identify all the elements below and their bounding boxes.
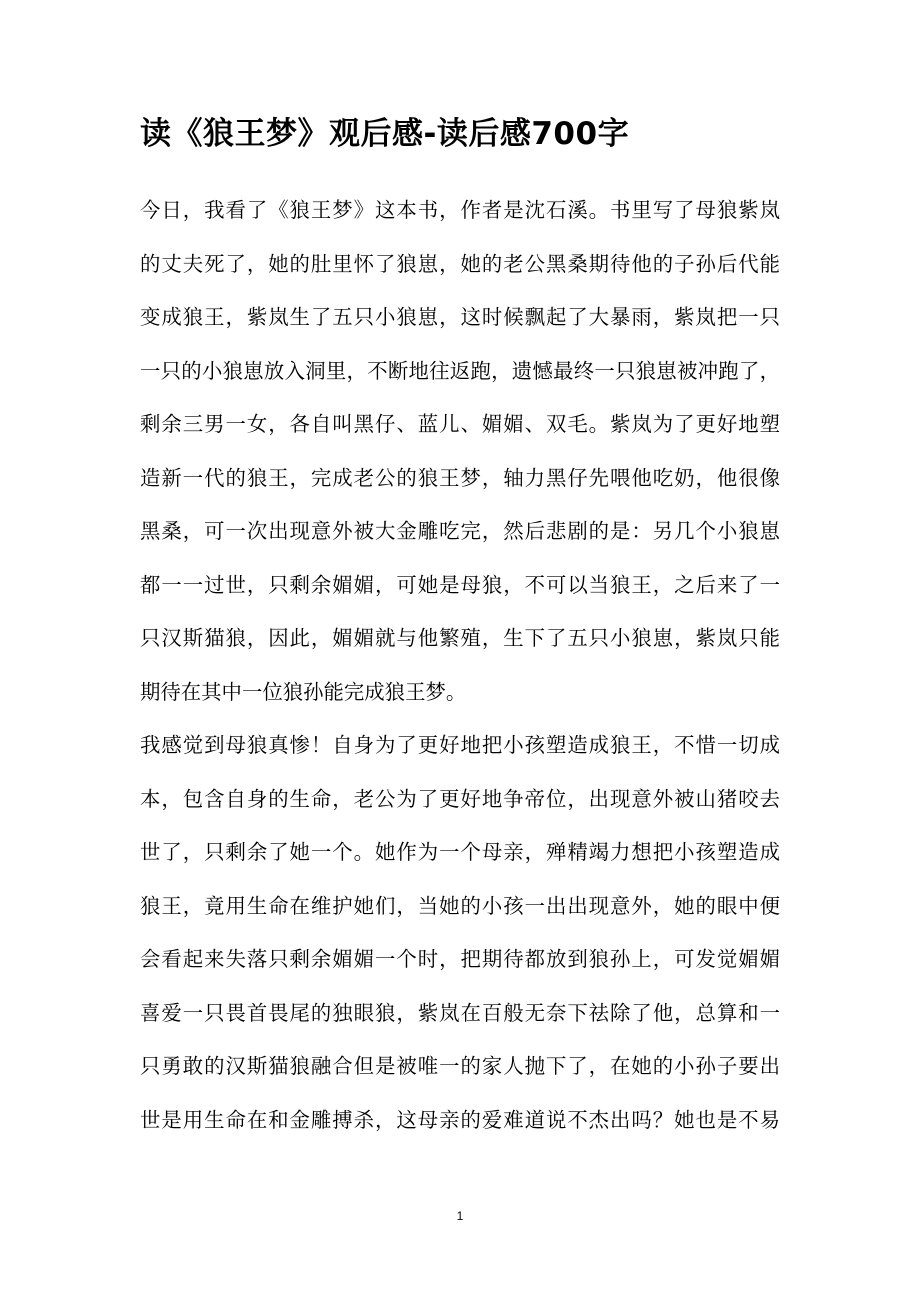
text-line: 黑桑，可一次出现意外被大金雕吃完，然后悲剧的是：另几个小狼崽 xyxy=(140,519,780,543)
text-line: 一只的小狼崽放入洞里，不断地往返跑，遗憾最终一只狼崽被冲跑了， xyxy=(140,358,780,383)
text-line: 只勇敢的汉斯猫狼融合但是被唯一的家人抛下了，在她的小孙子要出 xyxy=(140,1054,780,1078)
text-line: 只汉斯猫狼，因此，媚媚就与他繁殖，生下了五只小狼崽，紫岚只能 xyxy=(140,626,780,650)
document-title: 读《狼王梦》观后感-读后感700字 xyxy=(140,116,630,152)
text-line: 今日，我看了《狼王梦》这本书，作者是沈石溪。书里写了母狼紫岚 xyxy=(140,198,780,222)
text-line: 世是用生命在和金雕搏杀，这母亲的爱难道说不杰出吗？她也是不易 xyxy=(140,1107,780,1132)
text-line: 剩余三男一女，各自叫黑仔、蓝儿、媚媚、双毛。紫岚为了更好地塑 xyxy=(140,412,780,436)
text-line: 变成狼王，紫岚生了五只小狼崽，这时候飘起了大暴雨，紫岚把一只 xyxy=(140,305,780,329)
text-line: 狼王，竟用生命在维护她们，当她的小孩一出出现意外，她的眼中便 xyxy=(140,893,780,918)
paragraph-1 xyxy=(140,184,780,719)
text-line: 世了，只剩余了她一个。她作为一个母亲，殚精竭力想把小孩塑造成 xyxy=(140,840,780,864)
text-line: 本，包含自身的生命，老公为了更好地争帝位，出现意外被山猪咬去 xyxy=(140,786,780,811)
paragraph-2 xyxy=(140,719,780,1147)
text-line: 会看起来失落只剩余媚媚一个时，把期待都放到狼孙上，可发觉媚媚 xyxy=(140,947,780,971)
text-line: 期待在其中一位狼孙能完成狼王梦。 xyxy=(140,679,467,704)
document-body xyxy=(140,184,780,1147)
text-line: 造新一代的狼王，完成老公的狼王梦，轴力黑仔先喂他吃奶，他很像 xyxy=(140,465,780,490)
text-line: 我感觉到母狼真惨！自身为了更好地把小孩塑造成狼王，不惜一切成 xyxy=(140,733,780,757)
text-line: 都一一过世，只剩余媚媚，可她是母狼，不可以当狼王，之后来了一 xyxy=(140,572,780,597)
page-number: 1 xyxy=(456,1209,464,1223)
text-line: 的丈夫死了，她的肚里怀了狼崽，她的老公黑桑期待他的子孙后代能 xyxy=(140,251,780,276)
text-line: 喜爱一只畏首畏尾的独眼狼，紫岚在百般无奈下祛除了他，总算和一 xyxy=(140,1000,780,1025)
